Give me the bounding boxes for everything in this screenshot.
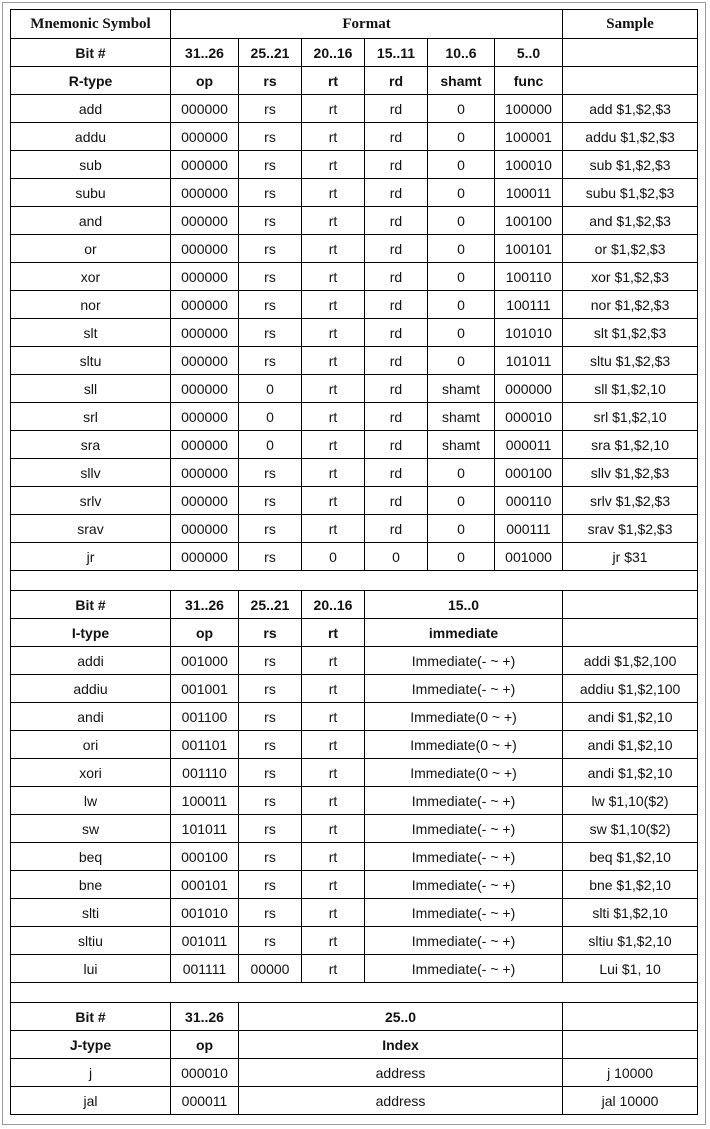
- r-type-row: [11, 515, 698, 543]
- format-cell: rs: [239, 543, 302, 571]
- r-field-header-row: [11, 67, 698, 95]
- sample-cell: slt $1,$2,$3: [563, 319, 698, 347]
- empty-sample-cell: [563, 619, 698, 647]
- format-cell: 100011: [171, 787, 239, 815]
- format-cell: rd: [365, 207, 428, 235]
- field-name-cell: J-type: [11, 1031, 171, 1059]
- format-cell: 00000: [239, 955, 302, 983]
- mnemonic-cell: srl: [11, 403, 171, 431]
- i-type-row: [11, 955, 698, 983]
- format-cell: 000000: [495, 375, 563, 403]
- format-cell: shamt: [428, 403, 495, 431]
- r-type-row: [11, 151, 698, 179]
- bit-range-cell: 25..21: [239, 39, 302, 67]
- i-type-row: [11, 815, 698, 843]
- format-cell: rs: [239, 815, 302, 843]
- sample-cell: lw $1,10($2): [563, 787, 698, 815]
- bit-range-cell: 10..6: [428, 39, 495, 67]
- format-cell: 0: [428, 459, 495, 487]
- format-cell: 0: [428, 543, 495, 571]
- format-cell: 000000: [171, 515, 239, 543]
- format-cell: rt: [302, 927, 365, 955]
- immediate-cell: Immediate(- ~ +): [365, 927, 563, 955]
- format-cell: 000110: [495, 487, 563, 515]
- format-cell: 0: [428, 123, 495, 151]
- format-cell: 000010: [495, 403, 563, 431]
- bit-range-cell: 25..0: [239, 1003, 563, 1031]
- format-cell: 001101: [171, 731, 239, 759]
- format-cell: 001010: [171, 899, 239, 927]
- empty-sample-cell: [563, 591, 698, 619]
- sample-cell: xor $1,$2,$3: [563, 263, 698, 291]
- format-cell: rt: [302, 731, 365, 759]
- format-cell: rd: [365, 515, 428, 543]
- format-cell: 000000: [171, 375, 239, 403]
- format-cell: 0: [428, 263, 495, 291]
- format-cell: 100110: [495, 263, 563, 291]
- section-gap-row: [11, 571, 698, 591]
- section-gap-cell: [11, 571, 698, 591]
- sample-cell: subu $1,$2,$3: [563, 179, 698, 207]
- format-cell: 001011: [171, 927, 239, 955]
- mnemonic-symbol-header: Mnemonic Symbol: [11, 10, 171, 39]
- format-cell: rd: [365, 431, 428, 459]
- sample-cell: sltu $1,$2,$3: [563, 347, 698, 375]
- field-name-cell: Index: [239, 1031, 563, 1059]
- sample-cell: srav $1,$2,$3: [563, 515, 698, 543]
- format-cell: rt: [302, 151, 365, 179]
- mnemonic-cell: sll: [11, 375, 171, 403]
- format-cell: 101010: [495, 319, 563, 347]
- mnemonic-cell: sra: [11, 431, 171, 459]
- format-cell: rt: [302, 515, 365, 543]
- format-cell: rs: [239, 515, 302, 543]
- format-cell: 000000: [171, 207, 239, 235]
- address-cell: address: [239, 1059, 563, 1087]
- mnemonic-cell: add: [11, 95, 171, 123]
- r-type-row: [11, 543, 698, 571]
- empty-sample-cell: [563, 67, 698, 95]
- mips-instruction-format-table: [10, 9, 698, 1115]
- format-cell: 000100: [171, 843, 239, 871]
- format-cell: 000000: [171, 95, 239, 123]
- immediate-cell: Immediate(0 ~ +): [365, 703, 563, 731]
- immediate-cell: Immediate(- ~ +): [365, 647, 563, 675]
- mnemonic-cell: srlv: [11, 487, 171, 515]
- format-cell: rs: [239, 647, 302, 675]
- sample-cell: sw $1,10($2): [563, 815, 698, 843]
- format-cell: 0: [239, 375, 302, 403]
- format-cell: rt: [302, 871, 365, 899]
- sample-cell: bne $1,$2,10: [563, 871, 698, 899]
- mnemonic-cell: bne: [11, 871, 171, 899]
- format-cell: rs: [239, 95, 302, 123]
- title-row: [11, 10, 698, 39]
- format-cell: 100010: [495, 151, 563, 179]
- field-name-cell: immediate: [365, 619, 563, 647]
- i-type-row: [11, 843, 698, 871]
- r-bit-header-row: [11, 39, 698, 67]
- format-cell: rs: [239, 731, 302, 759]
- bit-range-cell: 15..0: [365, 591, 563, 619]
- mnemonic-cell: lui: [11, 955, 171, 983]
- format-cell: rs: [239, 263, 302, 291]
- field-name-cell: rs: [239, 67, 302, 95]
- bit-range-cell: 25..21: [239, 591, 302, 619]
- format-cell: rs: [239, 123, 302, 151]
- sample-cell: jal 10000: [563, 1087, 698, 1115]
- format-cell: rs: [239, 843, 302, 871]
- r-type-row: [11, 263, 698, 291]
- format-cell: rt: [302, 815, 365, 843]
- immediate-cell: Immediate(0 ~ +): [365, 759, 563, 787]
- format-cell: 000000: [171, 403, 239, 431]
- format-cell: 0: [428, 319, 495, 347]
- i-type-row: [11, 899, 698, 927]
- format-cell: 000000: [171, 347, 239, 375]
- r-type-row: [11, 375, 698, 403]
- format-cell: rt: [302, 487, 365, 515]
- format-cell: rs: [239, 235, 302, 263]
- format-cell: 000011: [171, 1087, 239, 1115]
- section-gap-row: [11, 983, 698, 1003]
- i-type-row: [11, 703, 698, 731]
- i-type-row: [11, 675, 698, 703]
- immediate-cell: Immediate(- ~ +): [365, 675, 563, 703]
- r-type-row: [11, 319, 698, 347]
- format-cell: rd: [365, 403, 428, 431]
- i-type-row: [11, 787, 698, 815]
- sample-cell: andi $1,$2,10: [563, 731, 698, 759]
- mnemonic-cell: or: [11, 235, 171, 263]
- bit-range-cell: Bit #: [11, 1003, 171, 1031]
- format-cell: 0: [428, 95, 495, 123]
- format-cell: 000000: [171, 263, 239, 291]
- sample-cell: and $1,$2,$3: [563, 207, 698, 235]
- immediate-cell: Immediate(- ~ +): [365, 843, 563, 871]
- field-name-cell: rt: [302, 619, 365, 647]
- immediate-cell: Immediate(- ~ +): [365, 899, 563, 927]
- sample-cell: add $1,$2,$3: [563, 95, 698, 123]
- format-cell: rd: [365, 487, 428, 515]
- mnemonic-cell: j: [11, 1059, 171, 1087]
- j-type-row: [11, 1087, 698, 1115]
- format-cell: 001000: [171, 647, 239, 675]
- mnemonic-cell: subu: [11, 179, 171, 207]
- format-cell: rs: [239, 759, 302, 787]
- sample-cell: sltiu $1,$2,10: [563, 927, 698, 955]
- sample-cell: srl $1,$2,10: [563, 403, 698, 431]
- bit-range-cell: 20..16: [302, 591, 365, 619]
- immediate-cell: Immediate(0 ~ +): [365, 731, 563, 759]
- format-cell: 000000: [171, 123, 239, 151]
- format-cell: rt: [302, 263, 365, 291]
- format-cell: rd: [365, 179, 428, 207]
- sample-cell: or $1,$2,$3: [563, 235, 698, 263]
- format-cell: rd: [365, 347, 428, 375]
- r-type-row: [11, 431, 698, 459]
- mnemonic-cell: addi: [11, 647, 171, 675]
- format-cell: 0: [302, 543, 365, 571]
- format-cell: 100011: [495, 179, 563, 207]
- sample-cell: nor $1,$2,$3: [563, 291, 698, 319]
- format-cell: shamt: [428, 431, 495, 459]
- r-type-row: [11, 459, 698, 487]
- format-cell: 001110: [171, 759, 239, 787]
- mnemonic-cell: xori: [11, 759, 171, 787]
- format-cell: 101011: [171, 815, 239, 843]
- format-cell: 000000: [171, 235, 239, 263]
- empty-sample-cell: [563, 1003, 698, 1031]
- mnemonic-cell: jal: [11, 1087, 171, 1115]
- format-cell: rt: [302, 955, 365, 983]
- format-cell: 000000: [171, 459, 239, 487]
- field-name-cell: rs: [239, 619, 302, 647]
- bit-range-cell: 5..0: [495, 39, 563, 67]
- format-cell: 0: [428, 207, 495, 235]
- mnemonic-cell: sltiu: [11, 927, 171, 955]
- format-cell: 000000: [171, 431, 239, 459]
- bit-range-cell: Bit #: [11, 39, 171, 67]
- i-type-row: [11, 871, 698, 899]
- format-cell: rs: [239, 703, 302, 731]
- format-cell: 0: [428, 235, 495, 263]
- format-cell: 000000: [171, 543, 239, 571]
- mnemonic-cell: andi: [11, 703, 171, 731]
- j-bit-header-row: [11, 1003, 698, 1031]
- empty-sample-cell: [563, 1031, 698, 1059]
- format-cell: shamt: [428, 375, 495, 403]
- format-cell: rs: [239, 899, 302, 927]
- field-name-cell: shamt: [428, 67, 495, 95]
- format-cell: rt: [302, 899, 365, 927]
- format-cell: 001100: [171, 703, 239, 731]
- format-cell: 000000: [171, 487, 239, 515]
- format-cell: rs: [239, 179, 302, 207]
- sample-cell: addu $1,$2,$3: [563, 123, 698, 151]
- bit-range-cell: 31..26: [171, 39, 239, 67]
- mnemonic-cell: beq: [11, 843, 171, 871]
- format-cell: rt: [302, 375, 365, 403]
- mnemonic-cell: sltu: [11, 347, 171, 375]
- format-cell: rt: [302, 431, 365, 459]
- format-cell: 000000: [171, 151, 239, 179]
- field-name-cell: I-type: [11, 619, 171, 647]
- mnemonic-cell: lw: [11, 787, 171, 815]
- sample-cell: srlv $1,$2,$3: [563, 487, 698, 515]
- format-cell: rt: [302, 403, 365, 431]
- field-name-cell: rt: [302, 67, 365, 95]
- format-cell: rd: [365, 95, 428, 123]
- format-cell: rs: [239, 347, 302, 375]
- format-cell: rt: [302, 647, 365, 675]
- immediate-cell: Immediate(- ~ +): [365, 815, 563, 843]
- bit-range-cell: Bit #: [11, 591, 171, 619]
- sample-cell: beq $1,$2,10: [563, 843, 698, 871]
- r-type-row: [11, 235, 698, 263]
- r-type-row: [11, 347, 698, 375]
- format-cell: 101011: [495, 347, 563, 375]
- sample-cell: sllv $1,$2,$3: [563, 459, 698, 487]
- sample-cell: sll $1,$2,10: [563, 375, 698, 403]
- format-cell: 0: [365, 543, 428, 571]
- section-gap-cell: [11, 983, 698, 1003]
- r-type-row: [11, 95, 698, 123]
- mnemonic-cell: sllv: [11, 459, 171, 487]
- format-cell: 000000: [171, 291, 239, 319]
- field-name-cell: op: [171, 1031, 239, 1059]
- address-cell: address: [239, 1087, 563, 1115]
- format-cell: rs: [239, 291, 302, 319]
- format-cell: rd: [365, 319, 428, 347]
- sample-cell: j 10000: [563, 1059, 698, 1087]
- bit-range-cell: 20..16: [302, 39, 365, 67]
- mnemonic-cell: xor: [11, 263, 171, 291]
- field-name-cell: op: [171, 67, 239, 95]
- mnemonic-cell: srav: [11, 515, 171, 543]
- format-cell: 000111: [495, 515, 563, 543]
- format-cell: rs: [239, 871, 302, 899]
- format-cell: 100111: [495, 291, 563, 319]
- format-cell: rs: [239, 207, 302, 235]
- j-type-row: [11, 1059, 698, 1087]
- format-cell: rd: [365, 375, 428, 403]
- mnemonic-cell: nor: [11, 291, 171, 319]
- format-cell: rs: [239, 787, 302, 815]
- format-cell: rs: [239, 151, 302, 179]
- format-cell: rt: [302, 787, 365, 815]
- mnemonic-cell: addiu: [11, 675, 171, 703]
- format-cell: 0: [428, 179, 495, 207]
- format-cell: 0: [428, 487, 495, 515]
- mnemonic-cell: sub: [11, 151, 171, 179]
- i-type-row: [11, 927, 698, 955]
- r-type-row: [11, 487, 698, 515]
- format-cell: 001111: [171, 955, 239, 983]
- sample-cell: andi $1,$2,10: [563, 759, 698, 787]
- format-cell: rd: [365, 235, 428, 263]
- sample-cell: slti $1,$2,10: [563, 899, 698, 927]
- format-cell: rd: [365, 291, 428, 319]
- immediate-cell: Immediate(- ~ +): [365, 955, 563, 983]
- format-cell: 000000: [171, 319, 239, 347]
- format-cell: rd: [365, 123, 428, 151]
- sample-cell: addiu $1,$2,100: [563, 675, 698, 703]
- mnemonic-cell: slti: [11, 899, 171, 927]
- format-cell: rt: [302, 843, 365, 871]
- format-cell: rs: [239, 459, 302, 487]
- field-name-cell: R-type: [11, 67, 171, 95]
- empty-sample-cell: [563, 39, 698, 67]
- i-type-row: [11, 731, 698, 759]
- i-field-header-row: [11, 619, 698, 647]
- mnemonic-cell: sw: [11, 815, 171, 843]
- format-cell: rt: [302, 207, 365, 235]
- format-cell: rt: [302, 179, 365, 207]
- i-bit-header-row: [11, 591, 698, 619]
- format-cell: rt: [302, 235, 365, 263]
- field-name-cell: op: [171, 619, 239, 647]
- format-cell: 000000: [171, 179, 239, 207]
- format-cell: 100001: [495, 123, 563, 151]
- format-cell: rt: [302, 347, 365, 375]
- format-cell: rs: [239, 319, 302, 347]
- format-cell: 100000: [495, 95, 563, 123]
- bit-range-cell: 31..26: [171, 591, 239, 619]
- format-header: Format: [171, 10, 563, 39]
- j-field-header-row: [11, 1031, 698, 1059]
- format-cell: 0: [239, 403, 302, 431]
- format-cell: rs: [239, 927, 302, 955]
- r-type-row: [11, 403, 698, 431]
- format-cell: rt: [302, 95, 365, 123]
- format-cell: 001001: [171, 675, 239, 703]
- r-type-row: [11, 207, 698, 235]
- sample-header: Sample: [563, 10, 698, 39]
- sample-cell: sub $1,$2,$3: [563, 151, 698, 179]
- r-type-row: [11, 179, 698, 207]
- format-cell: 000101: [171, 871, 239, 899]
- format-cell: 0: [428, 291, 495, 319]
- format-cell: rd: [365, 459, 428, 487]
- immediate-cell: Immediate(- ~ +): [365, 871, 563, 899]
- format-cell: 000010: [171, 1059, 239, 1087]
- field-name-cell: rd: [365, 67, 428, 95]
- mnemonic-cell: jr: [11, 543, 171, 571]
- format-cell: 000011: [495, 431, 563, 459]
- sample-cell: addi $1,$2,100: [563, 647, 698, 675]
- format-cell: 000100: [495, 459, 563, 487]
- mnemonic-cell: ori: [11, 731, 171, 759]
- immediate-cell: Immediate(- ~ +): [365, 787, 563, 815]
- format-cell: rt: [302, 759, 365, 787]
- format-cell: 0: [428, 515, 495, 543]
- format-cell: 0: [428, 151, 495, 179]
- format-cell: 001000: [495, 543, 563, 571]
- i-type-row: [11, 759, 698, 787]
- format-cell: rt: [302, 703, 365, 731]
- format-cell: rs: [239, 487, 302, 515]
- sample-cell: jr $31: [563, 543, 698, 571]
- r-type-row: [11, 123, 698, 151]
- bit-range-cell: 31..26: [171, 1003, 239, 1031]
- format-cell: 100100: [495, 207, 563, 235]
- sample-cell: andi $1,$2,10: [563, 703, 698, 731]
- format-cell: rt: [302, 123, 365, 151]
- format-cell: rt: [302, 675, 365, 703]
- format-cell: rd: [365, 151, 428, 179]
- format-cell: 0: [428, 347, 495, 375]
- sample-cell: Lui $1, 10: [563, 955, 698, 983]
- mnemonic-cell: and: [11, 207, 171, 235]
- format-cell: 100101: [495, 235, 563, 263]
- bit-range-cell: 15..11: [365, 39, 428, 67]
- format-cell: rs: [239, 675, 302, 703]
- format-cell: rt: [302, 459, 365, 487]
- sample-cell: sra $1,$2,10: [563, 431, 698, 459]
- i-type-row: [11, 647, 698, 675]
- format-cell: rt: [302, 319, 365, 347]
- mnemonic-cell: addu: [11, 123, 171, 151]
- format-cell: rt: [302, 291, 365, 319]
- r-type-row: [11, 291, 698, 319]
- format-cell: rd: [365, 263, 428, 291]
- mnemonic-cell: slt: [11, 319, 171, 347]
- field-name-cell: func: [495, 67, 563, 95]
- format-cell: 0: [239, 431, 302, 459]
